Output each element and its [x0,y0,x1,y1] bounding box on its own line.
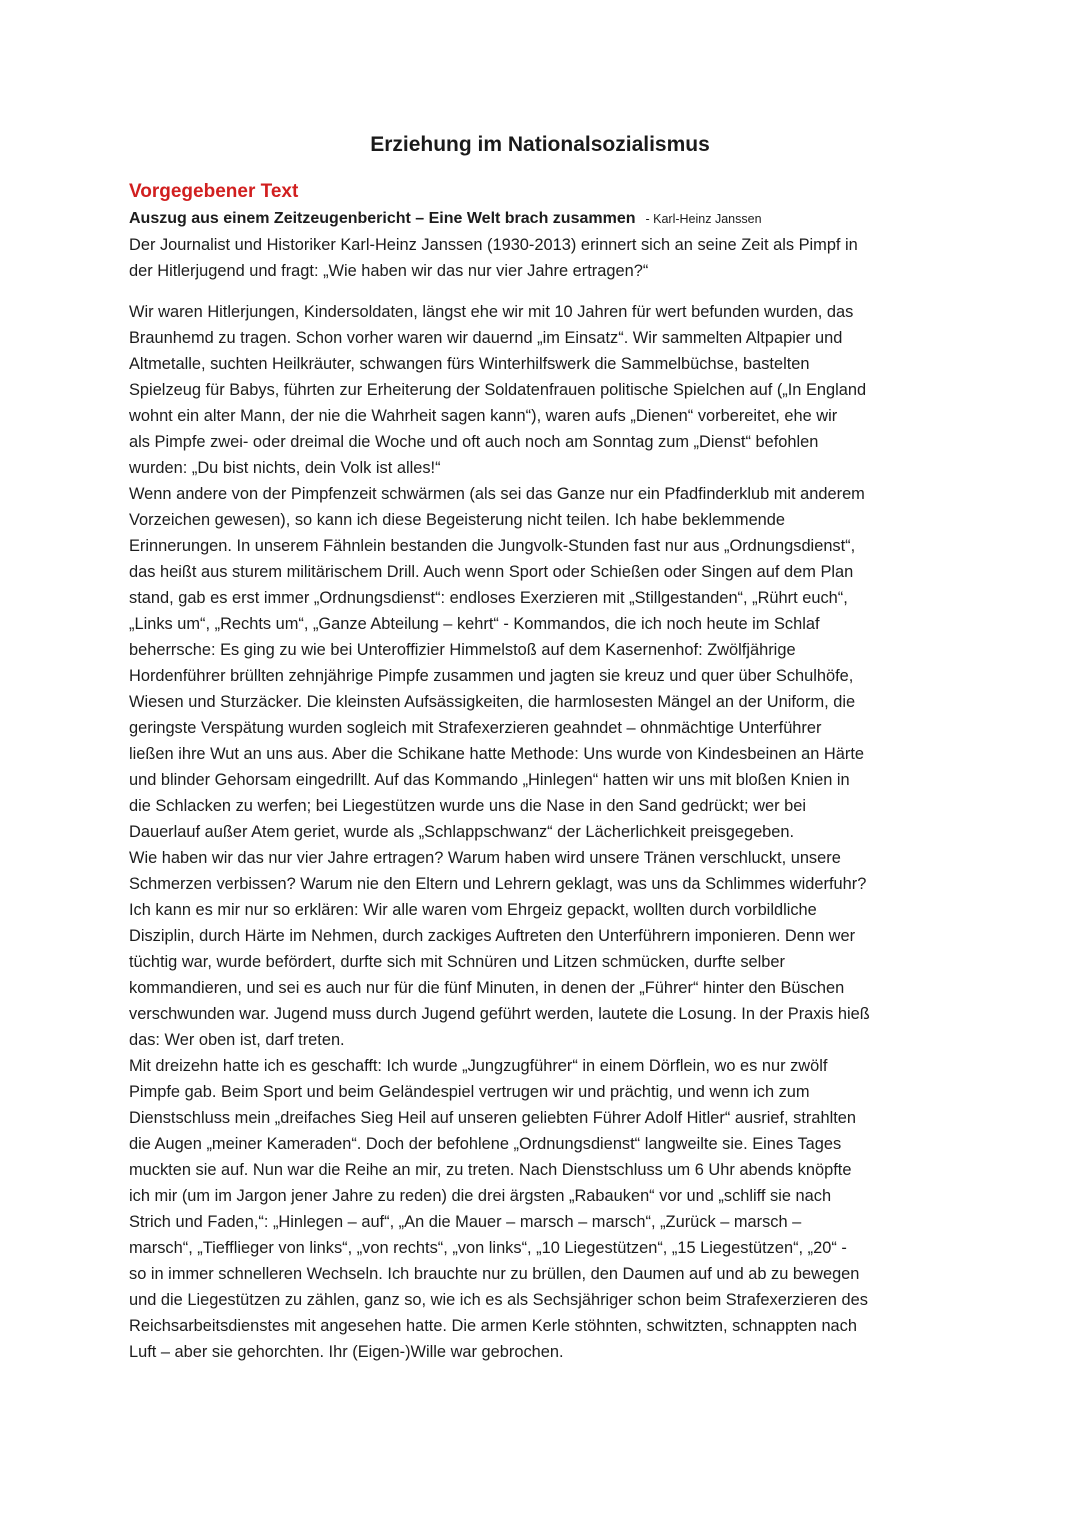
body-line: Strich und Faden,“: „Hinlegen – auf“, „An die Mauer – marsch – marsch“, „Zurück – marsch – [129,1213,802,1231]
subtitle-author: - Karl-Heinz Janssen [645,212,762,226]
body-line: Spielzeug für Babys, führten zur Erheiterung der Soldatenfrauen politische Spielchen auf („In England [129,381,867,399]
body-line: Hordenführer brüllten zehnjährige Pimpfe zusammen und jagten sie kreuz und quer über Schulhöfe, [129,667,854,685]
document-subtitle [129,206,762,232]
page-title: Erziehung im Nationalsozialismus [370,133,710,156]
intro-line: Der Journalist und Historiker Karl-Heinz Janssen (1930-2013) erinnert sich an seine Zeit als Pimpf in [129,236,858,254]
body-line: das heißt aus sturem militärischem Drill. Auch wenn Sport oder Schießen oder Singen auf dem Plan [129,563,854,581]
body-line: marsch“, „Tiefflieger von links“, „von rechts“, „von links“, „10 Liegestützen“, „15 Liegestützen“, „20“ - [129,1239,847,1257]
body-line: die Augen „meiner Kameraden“. Doch der befohlene „Ordnungsdienst“ langweilte sie. Eines Tages [129,1135,842,1153]
body-line: Braunhemd zu tragen. Schon vorher waren wir dauernd „im Einsatz“. Wir sammelten Altpapier und [129,329,843,347]
body-line: das: Wer oben ist, darf treten. [129,1031,345,1049]
body-line: Altmetalle, suchten Heilkräuter, schwangen fürs Winterhilfswerk die Sammelbüchse, bastelten [129,355,810,373]
body-line: wohnt ein alter Mann, der nie die Wahrheit sagen kann“), waren aufs „Dienen“ vorbereitet, ehe wir [129,407,838,425]
body-line: Wie haben wir das nur vier Jahre ertragen? Warum haben wird unsere Tränen verschluckt, unsere [129,849,841,867]
body-line: „Links um“, „Rechts um“, „Ganze Abteilung – kehrt“ - Kommandos, die ich noch heute im Schlaf [129,615,820,633]
body-line: Wir waren Hitlerjungen, Kindersoldaten, längst ehe wir mit 10 Jahren für wert befunden wurden, das [129,303,854,321]
body-line: kommandieren, und sei es auch nur für die fünf Minuten, in denen der „Führer“ hinter den Büschen [129,979,845,997]
body-line: Ich kann es mir nur so erklären: Wir alle waren vom Ehrgeiz gepackt, wollten durch vorbildliche [129,901,817,919]
body-line: tüchtig war, wurde befördert, durfte sich mit Schnüren und Litzen schmücken, durfte selber [129,953,785,971]
body-line: Schmerzen verbissen? Warum nie den Eltern und Lehrern geklagt, was uns da Schlimmes widerfuhr? [129,875,867,893]
body-line: stand, gab es erst immer „Ordnungsdienst“: endloses Exerzieren mit „Stillgestanden“, „Rührt euch“, [129,589,848,607]
body-line: Dauerlauf außer Atem geriet, wurde als „Schlappschwanz“ der Lächerlichkeit preisgegeben. [129,823,795,841]
body-line: Mit dreizehn hatte ich es geschafft: Ich wurde „Jungzugführer“ in einem Dörflein, wo es nur zwölf [129,1057,828,1075]
subtitle-text: Auszug aus einem Zeitzeugenbericht – Eine Welt brach zusammen [129,210,636,227]
body-line: ließen ihre Wut an uns aus. Aber die Schikane hatte Methode: Uns wurde von Kindesbeinen an Härte [129,745,864,763]
intro-line: der Hitlerjugend und fragt: „Wie haben wir das nur vier Jahre ertragen?“ [129,262,649,280]
body-line: Pimpfe gab. Beim Sport und beim Geländespiel vertrugen wir und prächtig, und wenn ich zum [129,1083,810,1101]
body-line: Dienstschluss mein „dreifaches Sieg Heil auf unseren geliebten Führer Adolf Hitler“ ausrief, strahlten [129,1109,857,1127]
body-line: und die Liegestützen zu zählen, ganz so, wie ich es als Sechsjähriger schon beim Strafexerzieren des [129,1291,868,1309]
body-line: beherrsche: Es ging zu wie bei Unteroffizier Himmelstoß auf dem Kasernenhof: Zwölfjährige [129,641,796,659]
body-line: die Schlacken zu werfen; bei Liegestützen wurde uns die Nase in den Sand gedrückt; wer bei [129,797,806,815]
report-body [129,299,959,1365]
body-line: als Pimpfe zwei- oder dreimal die Woche und oft auch noch am Sonntag zum „Dienst“ befohlen [129,433,819,451]
body-line: wurden: „Du bist nichts, dein Volk ist alles!“ [129,459,441,477]
body-line: Wenn andere von der Pimpfenzeit schwärmen (als sei das Ganze nur ein Pfadfinderklub mit anderem [129,485,865,503]
body-line: Erinnerungen. In unserem Fähnlein bestanden die Jungvolk-Stunden fast nur aus „Ordnungsdienst“, [129,537,856,555]
body-line: geringste Verspätung wurden sogleich mit Strafexerzieren geahndet – ohnmächtige Unterführer [129,719,822,737]
body-line: muckten sie auf. Nun war die Reihe an mir, zu treten. Nach Dienstschluss um 6 Uhr abends knöpfte [129,1161,852,1179]
body-line: Disziplin, durch Härte im Nehmen, durch zackiges Auftreten den Unterführern imponieren. Denn wer [129,927,856,945]
body-line: verschwunden war. Jugend muss durch Jugend geführt werden, lautete die Losung. In der Praxis hieß [129,1005,870,1023]
body-line: Luft – aber sie gehorchten. Ihr (Eigen-)Wille war gebrochen. [129,1343,564,1361]
body-line: so in immer schnelleren Wechseln. Ich brauchte nur zu brüllen, den Daumen auf und ab zu bewegen [129,1265,860,1283]
body-line: Wiesen und Sturzäcker. Die kleinsten Aufsässigkeiten, die harmlosesten Mängel an der Uniform, die [129,693,856,711]
body-line: Reichsarbeitsdienstes mit angesehen hatte. Die armen Kerle stöhnten, schwitzten, schnappten nach [129,1317,857,1335]
intro-paragraph [129,232,959,284]
body-line: und blinder Gehorsam eingedrillt. Auf das Kommando „Hinlegen“ hatten wir uns mit bloßen Knien in [129,771,850,789]
body-line: ich mir (um im Jargon jener Jahre zu reden) die drei ärgsten „Rabauken“ vor und „schliff sie nach [129,1187,832,1205]
body-line: Vorzeichen gewesen), so kann ich diese Begeisterung nicht teilen. Ich habe beklemmende [129,511,786,529]
section-heading: Vorgegebener Text [129,181,299,202]
